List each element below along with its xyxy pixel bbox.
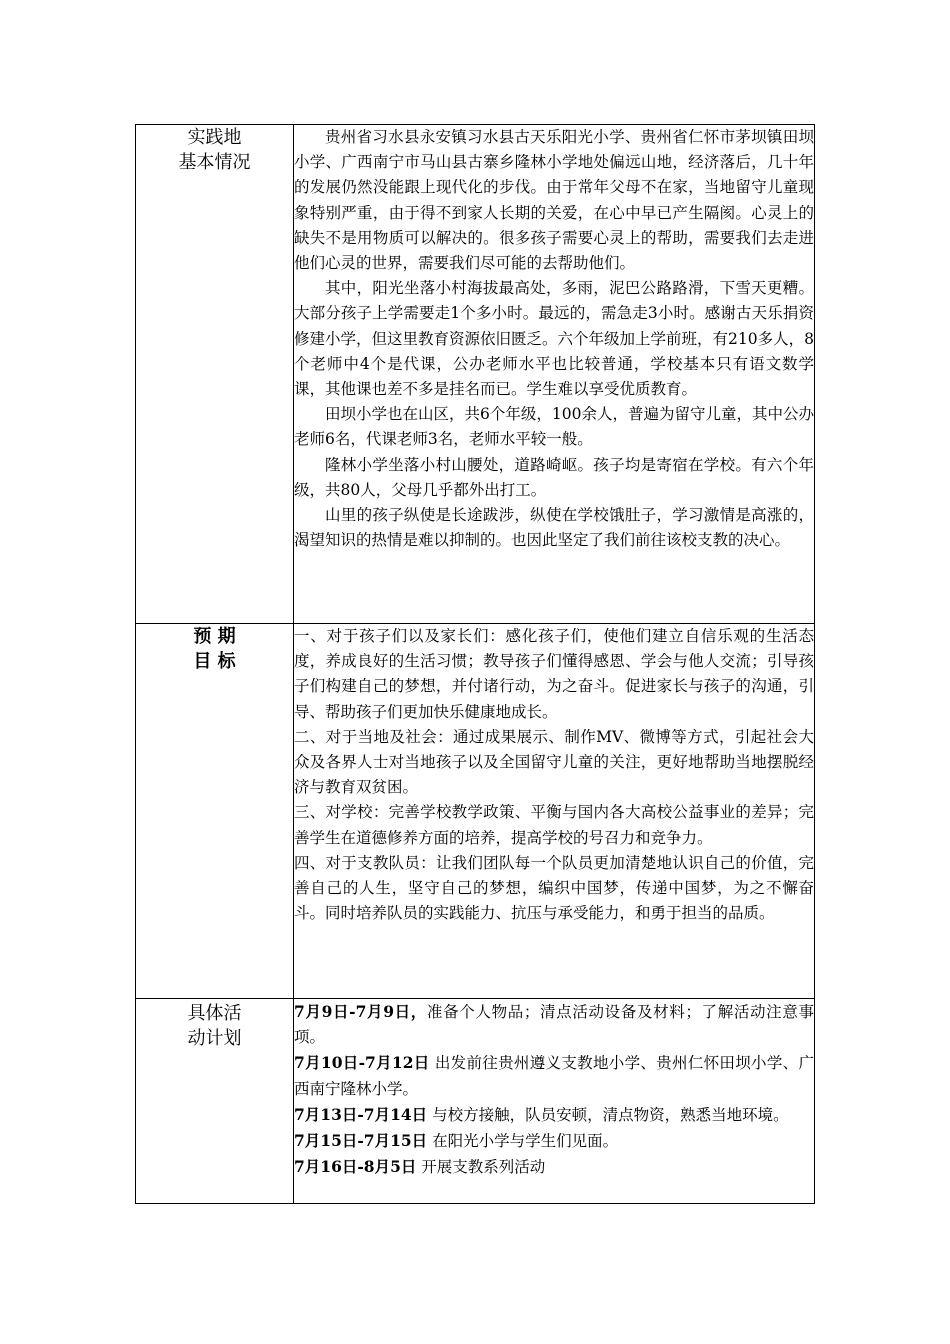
plan-date: 7月10日-7月12日: [294, 1053, 430, 1073]
plan-text: 与校方接触，队员安顿，清点物资，熟悉当地环境。: [427, 1105, 789, 1124]
row-activity-plan: [136, 999, 815, 1204]
plan-date: 7月9日-7月9日，: [294, 1002, 427, 1021]
plan-text: 开展支教系列活动: [416, 1158, 546, 1177]
goal-paragraph: 四、对于支教队员：让我们团队每一个队员更加清楚地认识自己的价值，完善自己的人生，坚守自己的梦想，编织中国梦，传递中国梦，为之不懈奋斗。同时培养队员的实践能力、抗压与承受能力，和勇于担当的品质。: [294, 853, 814, 923]
row-site-info: [136, 125, 815, 624]
goal-paragraph: 二、对于当地及社会：通过成果展示、制作MV、微博等方式，引起社会大众及各界人士对当地孩子以及全国留守儿童的关注，更好地帮助当地摆脱经济与教育双贫困。: [294, 727, 814, 797]
expected-goals-content: [294, 624, 815, 999]
plan-text: 准备个人物品；清点活动设备及材料；了解活动注意事项。: [294, 1003, 814, 1047]
plan-date: 7月13日-7月14日: [294, 1104, 428, 1124]
site-info-paragraph: 贵州省习水县永安镇习水县古天乐阳光小学、贵州省仁怀市茅坝镇田坝小学、广西南宁市马山县古寨乡隆林小学地处偏远山地，经济落后，几十年的发展仍然没能跟上现代化的步伐。由于常年父母不在家，当地留守儿童现象特别严重，由于得不到家人长期的关爱，在心中早已产生隔阂。心灵上的缺失不是用物质可以解决的。很多孩子需要心灵上的帮助，需要我们去走进他们心灵的世界，需要我们尽可能的去帮助他们。: [294, 128, 814, 273]
site-info-label: [136, 125, 294, 624]
goal-paragraph: 三、对学校：完善学校教学政策、平衡与国内各大高校公益事业的差异；完善学生在道德修养方面的培养，提高学校的号召力和竞争力。: [294, 803, 814, 847]
plan-item: [294, 1050, 814, 1101]
site-info-paragraph: 其中，阳光坐落小村海拔最高处，多雨，泥巴公路路滑，下雪天更糟。大部分孩子上学需要走1个多小时。最远的，需急走3小时。感谢古天乐捐资修建小学，但这里教育资源依旧匮乏。六个年级加上学前班，有210多人，8个老师中4个是代课，公办老师水平也比较普通，学校基本只有语文数学课，其他课也差不多是挂名而已。学生难以享受优质教育。: [294, 279, 814, 399]
label-line: 动计划: [187, 1028, 242, 1049]
expected-goals-label: [136, 624, 294, 999]
activity-table: [135, 124, 815, 1204]
goal-paragraph: 一、对于孩子们以及家长们：感化孩子们，使他们建立自信乐观的生活态度，养成良好的生活习惯；教导孩子们懂得感恩、学会与他人交流；引导孩子们构建自己的梦想，并付诸行动，为之奋斗。促进家长与孩子的沟通，引导、帮助孩子们更加快乐健康地成长。: [294, 627, 814, 721]
label-line: 基本情况: [178, 152, 251, 173]
label-line: 预 期: [193, 626, 236, 647]
activity-plan-content: [294, 999, 815, 1204]
plan-text: 出发前往贵州遵义支教地小学、贵州仁怀田坝小学、广西南宁隆林小学。: [294, 1054, 814, 1098]
site-info-paragraph: 隆林小学坐落小村山腰处，道路崎岖。孩子均是寄宿在学校。有六个年级，共80人，父母几乎都外出打工。: [294, 455, 814, 499]
label-line: 实践地: [187, 127, 242, 148]
site-info-paragraph: 田坝小学也在山区，共6个年级，100余人，普遍为留守儿童，其中公办老师6名，代课老师3名，老师水平较一般。: [294, 405, 814, 449]
plan-item: [294, 1128, 814, 1154]
row-expected-goals: [136, 624, 815, 999]
plan-item: [294, 1154, 814, 1180]
plan-item: [294, 1102, 814, 1128]
activity-plan-label: [136, 999, 294, 1204]
site-info-content: [294, 125, 815, 624]
label-line: 具体活: [187, 1003, 242, 1024]
plan-date: 7月16日-8月5日: [294, 1157, 417, 1177]
label-line: 目 标: [193, 651, 236, 672]
site-info-paragraph: 山里的孩子纵使是长途跋涉，纵使在学校饿肚子，学习激情是高涨的，渴望知识的热情是难以抑制的。也因此坚定了我们前往该校支教的决心。: [294, 506, 814, 550]
plan-item: [294, 999, 814, 1050]
plan-date: 7月15日-7月15日: [294, 1131, 428, 1151]
plan-text: 在阳光小学与学生们见面。: [427, 1132, 619, 1151]
